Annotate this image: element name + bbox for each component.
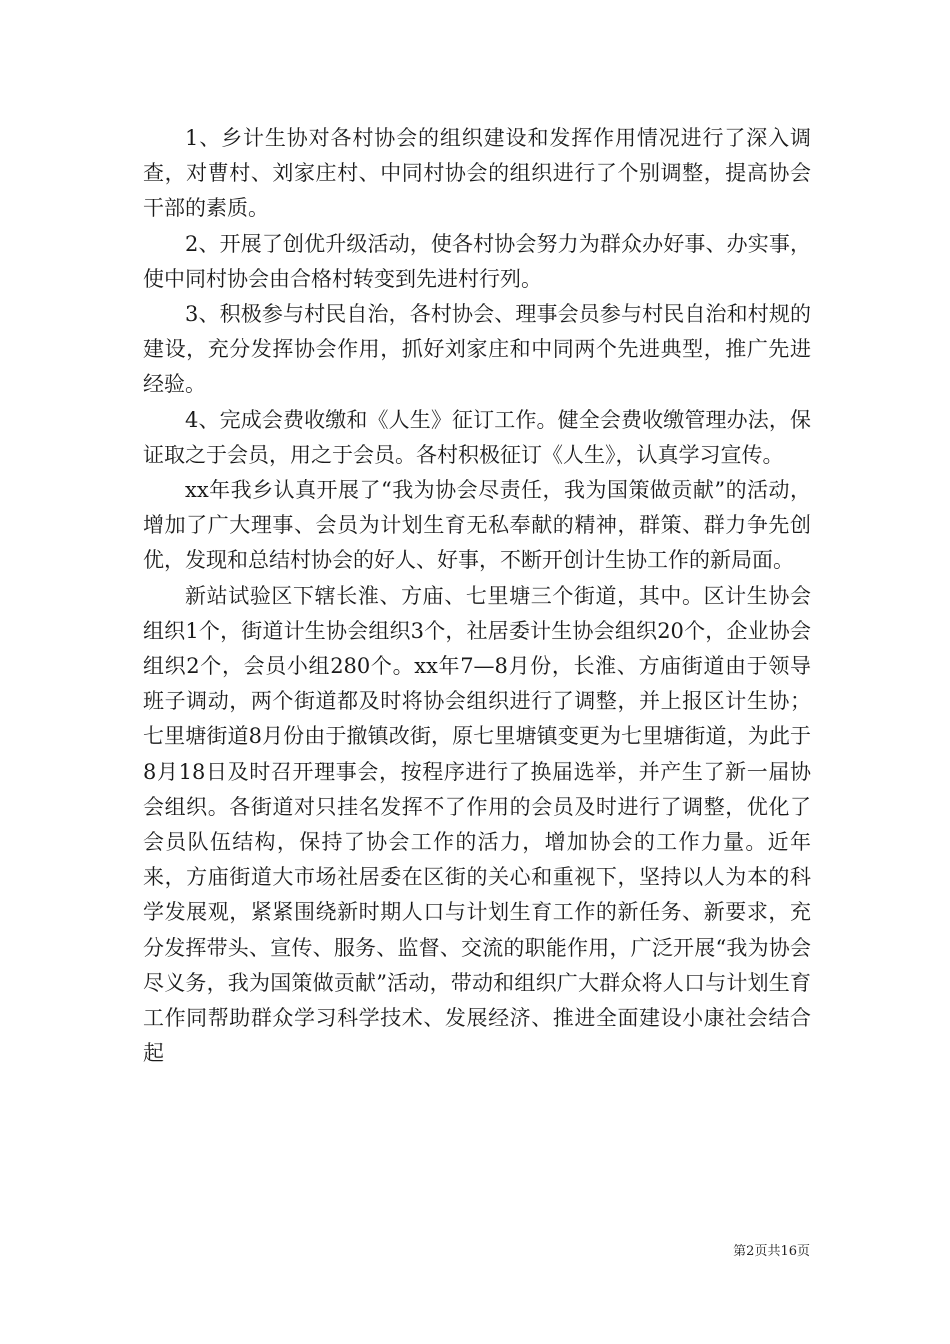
paragraph-6: 新站试验区下辖长淮、方庙、七里塘三个街道，其中。区计生协会组织1个，街道计生协会组织3个，社居委计生协会组织20个，企业协会组织2个，会员小组280个。xx年7—8月份，长淮、方庙街道由于领导班子调动，两个街道都及时将协会组织进行了调整，并上报区计生协；七里塘街道8月份由于撤镇改街，原七里塘镇变更为七里塘街道，为此于8月18日及时召开理事会，按程序进行了换届选举，并产生了新一届协会组织。各街道对只挂名发挥不了作用的会员及时进行了调整，优化了会员队伍结构，保持了协会工作的活力，增加协会的工作力量。近年来，方庙街道大市场社居委在区街的关心和重视下，坚持以人为本的科学发展观，紧紧围绕新时期人口与计划生育工作的新任务、新要求，充分发挥带头、宣传、服务、监督、交流的职能作用，广泛开展“我为协会尽义务，我为国策做贡献”活动，带动和组织广大群众将人口与计划生育工作同帮助群众学习科学技术、发展经济、推进全面建设小康社会结合起 [143, 583, 811, 1066]
document-body [143, 121, 811, 1071]
paragraph-2: 2、开展了创优升级活动，使各村协会努力为群众办好事、办实事，使中同村协会由合格村转变到先进村行列。 [143, 231, 811, 291]
paragraph-1: 1、乡计生协对各村协会的组织建设和发挥作用情况进行了深入调查，对曹村、刘家庄村、中同村协会的组织进行了个别调整，提高协会干部的素质。 [143, 126, 811, 221]
paragraph-4: 4、完成会费收缴和《人生》征订工作。健全会费收缴管理办法，保证取之于会员，用之于会员。各村积极征订《人生》，认真学习宣传。 [143, 407, 811, 467]
page-number: 第2页共16页 [733, 1244, 810, 1259]
paragraph-5: xx年我乡认真开展了“我为协会尽责任，我为国策做贡献”的活动，增加了广大理事、会员为计划生育无私奉献的精神，群策、群力争先创优，发现和总结村协会的好人、好事，不断开创计生协工作的新局面。 [143, 478, 811, 573]
paragraph-3: 3、积极参与村民自治，各村协会、理事会员参与村民自治和村规的建设，充分发挥协会作用，抓好刘家庄和中同两个先进典型，推广先进经验。 [143, 302, 811, 397]
